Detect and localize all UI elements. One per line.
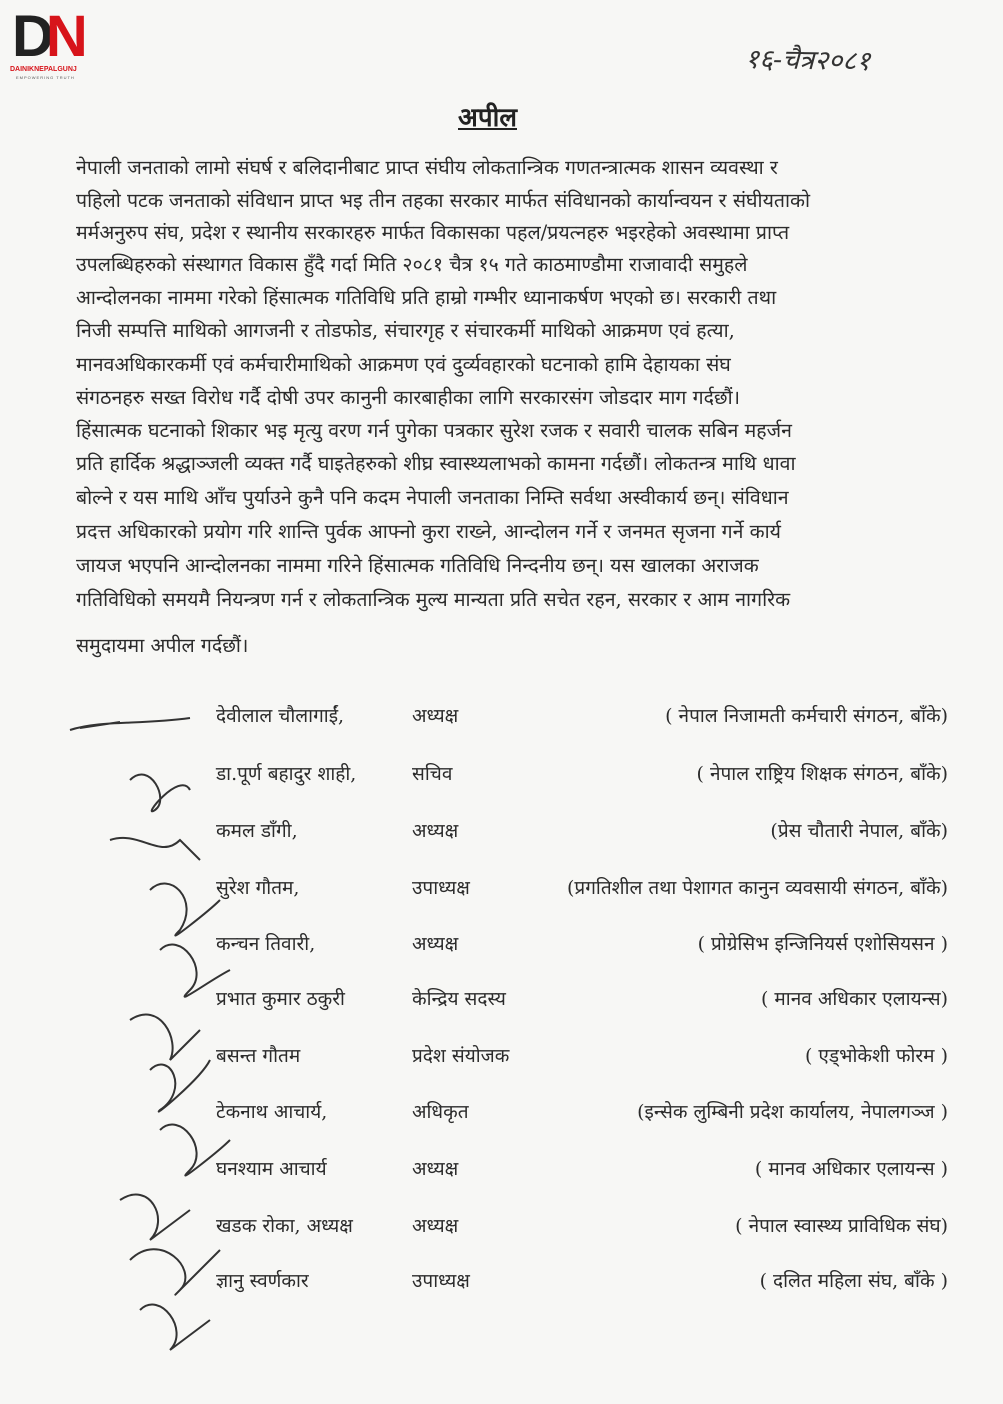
signatory-name: बसन्त गौतम [216, 1045, 301, 1067]
body-line: उपलब्धिहरुको संस्थागत विकास हुँदै गर्दा मिति २०८१ चैत्र १५ गते काठमाण्डौमा राजावादी समुहले [76, 253, 748, 276]
signatory-role: अध्यक्ष [412, 820, 459, 842]
body-line: मानवअधिकारकर्मी एवं कर्मचारीमाथिको आक्रमण एवं दुर्व्यवहारको घटनाको हामि देहायका संघ [76, 353, 731, 376]
body-line: संगठनहरु सख्त विरोध गर्दै दोषी उपर कानुनी कारबाहीका लागि सरकारसंग जोडदार माग गर्दछौं। [76, 386, 741, 409]
signatory-name: प्रभात कुमार ठकुरी [216, 988, 345, 1010]
signatory-row [0, 1155, 1003, 1195]
body-line: प्रदत्त अधिकारको प्रयोग गरि शान्ति पुर्वक आफ्नो कुरा राख्ने, आन्दोलन गर्ने र जनमत सृजना गर्ने कार्य [76, 520, 781, 543]
signatory-name: कमल डाँगी, [216, 820, 298, 842]
signatory-row [0, 1098, 1003, 1138]
signatory-role: प्रदेश संयोजक [412, 1045, 510, 1067]
signatory-row [0, 1267, 1003, 1307]
body-line: आन्दोलनका नाममा गरेको हिंसात्मक गतिविधि प्रति हाम्रो गम्भीर ध्यानाकर्षण भएको छ। सरकारी तथा [76, 286, 777, 309]
signatory-row [0, 985, 1003, 1025]
signatory-role: केन्द्रिय सदस्य [412, 988, 506, 1010]
signatory-name: डा.पूर्ण बहादुर शाही, [216, 763, 357, 785]
signatory-organization: (प्रगतिशील तथा पेशागत कानुन व्यवसायी संगठन, बाँके) [566, 877, 948, 899]
body-line: निजी सम्पत्ति माथिको आगजनी र तोडफोड, संचारगृह र संचारकर्मी माथिको आक्रमण एवं हत्या, [76, 319, 735, 342]
body-line: प्रति हार्दिक श्रद्धाञ्जली व्यक्त गर्दै घाइतेहरुको शीघ्र स्वास्थ्यलाभको कामना गर्दछौं। लोकतन्त्र माथि धावा [76, 452, 796, 475]
signatory-organization: ( नेपाल स्वास्थ्य प्राविधिक संघ) [735, 1215, 948, 1237]
signatory-row [0, 1042, 1003, 1082]
body-line: मर्मअनुरुप संघ, प्रदेश र स्थानीय सरकारहरु मार्फत विकासका पहल/प्रयत्नहरु भइरहेको अवस्थामा प्राप्त [76, 221, 790, 244]
body-line: जायज भएपनि आन्दोलनका नाममा गरिने हिंसात्मक गतिविधि निन्दनीय छन्। यस खालका अराजक [76, 554, 759, 577]
signatory-name: घनश्याम आचार्य [216, 1158, 327, 1180]
body-line: गतिविधिको समयमै नियन्त्रण गर्न र लोकतान्त्रिक मुल्य मान्यता प्रति सचेत रहन, सरकार र आम नागरिक [76, 588, 791, 611]
signatory-role: अध्यक्ष [412, 933, 459, 955]
logo-tagline: EMPOWERING TRUTH [16, 75, 75, 80]
handwritten-date: १६-चैत्र२०८१ [744, 43, 871, 78]
signatory-row [0, 874, 1003, 914]
signatory-organization: ( मानव अधिकार एलायन्स) [760, 988, 948, 1010]
body-line: पहिलो पटक जनताको संविधान प्राप्त भइ तीन तहका सरकार मार्फत संविधानको कार्यान्वयन र संघीयताको [76, 189, 811, 212]
body-line: बोल्ने र यस माथि आँच पुर्याउने कुनै पनि कदम नेपाली जनताका निम्ति सर्वथा अस्वीकार्य छन्। संविधान [76, 486, 789, 509]
signatory-role: अध्यक्ष [412, 1215, 459, 1237]
body-line: हिंसात्मक घटनाको शिकार भइ मृत्यु वरण गर्न पुगेका पत्रकार सुरेश रजक र सवारी चालक सबिन महर्जन [76, 419, 792, 442]
signatory-row [0, 1212, 1003, 1252]
signatory-row [0, 702, 1003, 742]
logo-mark: DN [12, 4, 80, 69]
signatory-role: सचिव [412, 763, 453, 785]
signatory-organization: ( दलित महिला संघ, बाँके ) [759, 1270, 948, 1292]
signatory-row [0, 930, 1003, 970]
signatory-name: टेकनाथ आचार्य, [216, 1101, 328, 1123]
signatory-organization: ( नेपाल राष्ट्रिय शिक्षक संगठन, बाँके) [696, 763, 948, 785]
signatory-organization: ( प्रोग्रेसिभ इन्जिनियर्स एशोसियसन ) [697, 933, 948, 955]
signatory-row [0, 760, 1003, 800]
signatory-role: उपाध्यक्ष [412, 877, 470, 899]
logo-brand: DAINIKNEPALGUNJ [10, 66, 77, 73]
signatory-organization: ( नेपाल निजामती कर्मचारी संगठन, बाँके) [665, 705, 948, 727]
body-line: समुदायमा अपील गर्दछौं। [76, 634, 249, 657]
signatory-name: सुरेश गौतम, [216, 877, 300, 899]
signatory-name: कन्चन तिवारी, [216, 933, 316, 955]
signatory-role: अध्यक्ष [412, 705, 459, 727]
signatory-name: ज्ञानु स्वर्णकार [216, 1270, 309, 1292]
publisher-logo [4, 4, 94, 80]
signatory-row [0, 817, 1003, 857]
signatory-organization: (इन्सेक लुम्बिनी प्रदेश कार्यालय, नेपालगञ्ज ) [637, 1101, 948, 1123]
signatory-role: अध्यक्ष [412, 1158, 459, 1180]
signatory-organization: ( मानव अधिकार एलायन्स ) [754, 1158, 948, 1180]
signatory-name: देवीलाल चौलागाईं, [216, 705, 345, 727]
signatory-role: अधिकृत [412, 1101, 469, 1123]
signatory-role: उपाध्यक्ष [412, 1270, 470, 1292]
signatory-name: खडक रोका, अध्यक्ष [216, 1215, 353, 1237]
body-line: नेपाली जनताको लामो संघर्ष र बलिदानीबाट प्राप्त संघीय लोकतान्त्रिक गणतन्त्रात्मक शासन व्यवस्था र [76, 156, 778, 179]
signatory-organization: (प्रेस चौतारी नेपाल, बाँके) [770, 820, 948, 842]
document-title: अपील [458, 103, 517, 133]
signatory-organization: ( एड्भोकेशी फोरम ) [804, 1045, 948, 1067]
